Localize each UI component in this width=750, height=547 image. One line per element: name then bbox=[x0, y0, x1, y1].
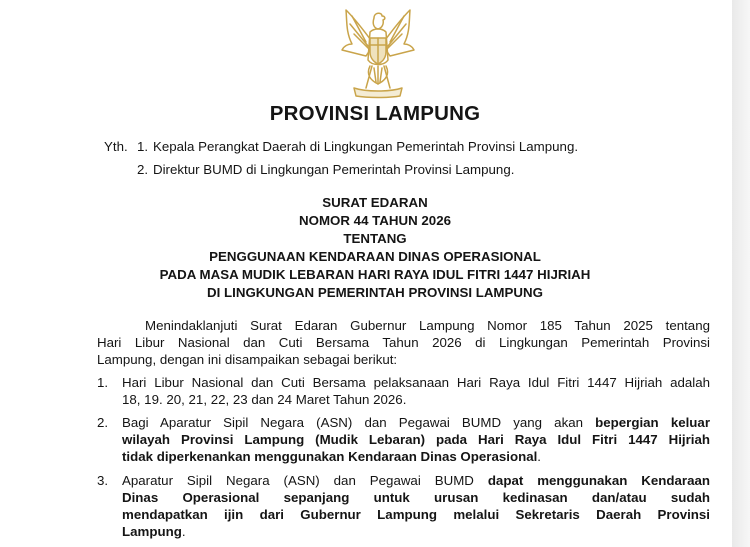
list-item-text: . bbox=[537, 449, 541, 464]
subject-line: DI LINGKUNGAN PEMERINTAH PROVINSI LAMPUNG bbox=[207, 285, 543, 300]
list-item-line bbox=[122, 473, 710, 488]
list-item-bold-text: mendapatkan ijin dari Gubernur Lampung melalui Sekretaris Daerah Provinsi bbox=[122, 507, 710, 522]
subject-line: PENGGUNAAN KENDARAAN DINAS OPERASIONAL bbox=[209, 249, 541, 264]
intro-line: Lampung, dengan ini disampaikan sebagai berikut: bbox=[97, 352, 398, 367]
list-item-line bbox=[122, 449, 541, 464]
list-item-bold-text: bepergian keluar bbox=[595, 415, 710, 430]
list-number: 3. bbox=[97, 473, 109, 488]
list-item-line bbox=[122, 432, 710, 447]
intro-line: Menindaklanjuti Surat Edaran Gubernur Lampung Nomor 185 Tahun 2025 tentang bbox=[145, 318, 710, 333]
letter-type: SURAT EDARAN bbox=[322, 195, 428, 210]
list-item-bold-text: wilayah Provinsi Lampung (Mudik Lebaran) pada Hari Raya Idul Fitri 1447 Hijriah bbox=[122, 432, 710, 447]
list-item-line: Hari Libur Nasional dan Cuti Bersama pelaksanaan Hari Raya Idul Fitri 1447 Hijriah adalah bbox=[122, 375, 710, 390]
addressee-item: Kepala Perangkat Daerah di Lingkungan Pemerintah Provinsi Lampung. bbox=[153, 139, 579, 154]
list-item-line bbox=[122, 524, 186, 539]
letter-number: NOMOR 44 TAHUN 2026 bbox=[299, 213, 451, 228]
intro-line: Hari Libur Nasional dan Cuti Bersama Tahun 2026 di Lingkungan Pemerintah Provinsi bbox=[97, 335, 710, 350]
list-item-bold-text: Dinas Operasional sepanjang untuk urusan kedinasan dan/atau sudah bbox=[122, 490, 710, 505]
page-title: PROVINSI LAMPUNG bbox=[269, 102, 481, 125]
subject-line: PADA MASA MUDIK LEBARAN HARI RAYA IDUL FITRI 1447 HIJRIAH bbox=[159, 267, 591, 282]
list-item-line: 18, 19. 20, 21, 22, 23 dan 24 Maret Tahun 2026. bbox=[122, 392, 407, 407]
list-item-bold-text: Lampung bbox=[122, 524, 182, 539]
addressee-number: 2. bbox=[137, 162, 149, 177]
list-item-text: Aparatur Sipil Negara (ASN) dan Pegawai BUMD bbox=[122, 473, 488, 488]
list-item-text: Bagi Aparatur Sipil Negara (ASN) dan Pegawai BUMD yang akan bbox=[122, 415, 596, 430]
list-number: 2. bbox=[97, 415, 109, 430]
addressee-number: 1. bbox=[137, 139, 149, 154]
addressee-item: Direktur BUMD di Lingkungan Pemerintah Provinsi Lampung. bbox=[153, 162, 515, 177]
list-item-bold-text: dapat menggunakan Kendaraan bbox=[487, 473, 711, 488]
about-label: TENTANG bbox=[343, 231, 407, 246]
list-item-line bbox=[122, 507, 710, 522]
list-item-line bbox=[122, 490, 710, 505]
list-item-bold-text: tidak diperkenankan menggunakan Kendaraan Dinas Operasional bbox=[122, 449, 538, 464]
list-number: 1. bbox=[97, 375, 109, 390]
addressee-label: Yth. bbox=[104, 139, 128, 154]
garuda-pancasila-emblem bbox=[330, 4, 426, 100]
list-item-line bbox=[122, 415, 710, 430]
list-item-text: . bbox=[181, 524, 186, 539]
